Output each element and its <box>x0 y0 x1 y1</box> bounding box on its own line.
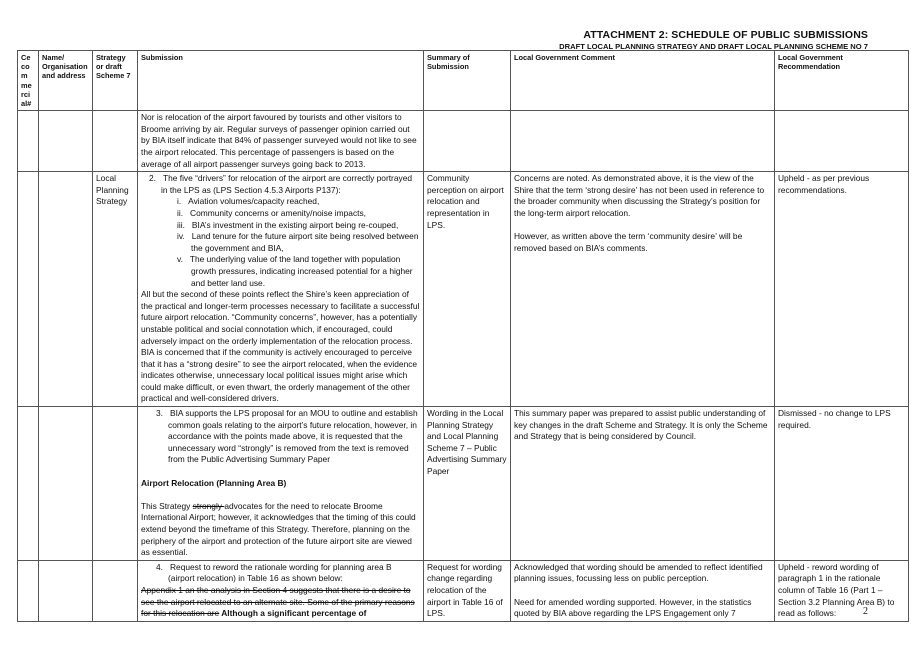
struck-word: strongly <box>192 500 225 511</box>
subitem-text: The underlying value of the land together with population growth pressures, indicating increased potential for a higher and better land use. <box>189 254 413 288</box>
submission-item <box>141 562 420 585</box>
struck-text: Appendix 1 an the analysis in Section 4 suggests that there is a desire to see the airport relocated to an alternate site. Some of the primary reasons for this relocation are <box>141 584 415 619</box>
subitem-number: v. <box>177 254 183 265</box>
cell-strategy: Local Planning Strategy <box>93 172 138 407</box>
cell-submission <box>138 560 424 621</box>
cell-name <box>39 407 93 561</box>
col-header-comment: Local Government Comment <box>511 51 775 111</box>
cell-summary: Request for wording change regarding relocation of the airport in Table 16 of LPS. <box>424 560 511 621</box>
subitem-text: Community concerns or amenity/noise impacts, <box>190 207 366 218</box>
item-text: The five “drivers” for relocation of the airport are correctly portrayed in the LPS as (LPS Section 4.5.3 Airports P137): <box>161 173 413 195</box>
inserted-text: Although a significant percentage of <box>219 608 367 619</box>
cell-comment <box>511 172 775 407</box>
submission-subitem <box>141 220 420 232</box>
submissions-table <box>17 50 909 622</box>
submission-text: Nor is relocation of the airport favoured by tourists and other visitors to Broome arriving by air. Regular surveys of passenger opinion carried out by BIA itself indicate that 84% of passenger surveyed would not like to see the airport relocated. This percentage of passengers is based on the average of all airport passenger surveys going back to 2013. <box>141 112 417 169</box>
cell-commercial <box>18 407 39 561</box>
comment-paragraph: Acknowledged that wording should be amended to reflect identified planning issues, focussing less on public perception. <box>514 561 763 584</box>
item-number: 3. <box>156 408 163 419</box>
submission-followup: All but the second of these points reflect the Shire’s keen appreciation of the practical and longer-term processes necessary to facilitate a successful future airport relocation. “Community concerns”, however, has a potentially unstable political and social connotation which, if encouraged, could adversely impact on the orderly implementation of the relocation process. BIA is concerned that if the community is actively encouraged to perceive that it has a “strong desire” to see the airport relocated, when the evidence indicates otherwise, unnecessary local political issues might arise which could make difficult, or even thwart, the orderly management of the other practical and well-considered drivers. <box>141 289 420 404</box>
submission-subitem <box>141 208 420 220</box>
subitem-number: iii. <box>177 219 185 230</box>
submission-item <box>141 408 420 466</box>
col-header-summary: Summary of Submission <box>424 51 511 111</box>
cell-summary <box>424 111 511 172</box>
proposed-wording <box>141 585 420 620</box>
cell-name <box>39 111 93 172</box>
cell-comment <box>511 560 775 621</box>
cell-name <box>39 172 93 407</box>
submission-subitem <box>141 254 420 289</box>
subitem-number: iv. <box>177 231 185 242</box>
submission-subitem <box>141 231 420 254</box>
cell-strategy <box>93 407 138 561</box>
table-header-row <box>18 51 909 111</box>
submission-item <box>141 173 420 196</box>
cell-name <box>39 560 93 621</box>
table-row <box>18 560 909 621</box>
comment-paragraph: Concerns are noted. As demonstrated above, it is the view of the Shire that the term ‘strong desire’ has not been used in reference to the broader community when discussing the Strategy’s position for the long-term airport relocation. <box>514 173 765 218</box>
item-text: Request to reword the rationale wording for planning area B (airport relocation) in Table 16 as shown below: <box>168 561 392 584</box>
col-header-strategy: Strategy or draft Scheme 7 <box>93 51 138 111</box>
cell-summary: Community perception on airport relocation and representation in LPS. <box>424 172 511 407</box>
quoted-text-rest: advocates for the need to relocate Broome International Airport; however, it acknowledges that the timing of this could extend beyond the timeframe of this Strategy. Therefore, planning on the periphery of the airport and protection of the future airport site are viewed as essential. <box>141 500 416 558</box>
cell-recommendation: Upheld - as per previous recommendations. <box>775 172 909 407</box>
subitem-text: Land tenure for the future airport site being resolved between the government and BIA, <box>191 231 419 253</box>
attachment-title: ATTACHMENT 2: SCHEDULE OF PUBLIC SUBMISSIONS <box>583 29 868 41</box>
item-number: 2. <box>149 173 156 184</box>
col-header-recommendation: Local Government Recommendation <box>775 51 909 111</box>
cell-comment: This summary paper was prepared to assist public understanding of key changes in the draft Scheme and Strategy. It is only the Scheme and Strategy that is being considered by Council. <box>511 407 775 561</box>
table-row <box>18 111 909 172</box>
page-number: 2 <box>863 606 868 617</box>
subitem-number: i. <box>177 196 182 207</box>
cell-submission <box>138 111 424 172</box>
quoted-text <box>141 501 420 559</box>
subitem-number: ii. <box>177 207 184 218</box>
item-number: 4. <box>156 561 163 572</box>
table-row <box>18 407 909 561</box>
cell-commercial <box>18 111 39 172</box>
submission-subitem <box>141 196 420 208</box>
cell-comment <box>511 111 775 172</box>
cell-submission <box>138 407 424 561</box>
col-header-commercial: Ce co m me rci al# <box>18 51 39 111</box>
cell-submission <box>138 172 424 407</box>
col-header-submission: Submission <box>138 51 424 111</box>
quoted-text-start: This Strategy <box>141 500 193 511</box>
comment-paragraph: Need for amended wording supported. However, in the statistics quoted by BIA above regarding the LPS Engagement only 7 <box>514 596 752 619</box>
cell-strategy <box>93 111 138 172</box>
attachment-subtitle: DRAFT LOCAL PLANNING STRATEGY AND DRAFT LOCAL PLANNING SCHEME NO 7 <box>559 42 868 51</box>
section-heading: Airport Relocation (Planning Area B) <box>141 477 287 488</box>
cell-commercial <box>18 560 39 621</box>
cell-recommendation: Upheld - reword wording of paragraph 1 in the rationale column of Table 16 (Part 1 – Section 3.2 Planning Area B) to read as follows: <box>775 560 909 621</box>
cell-recommendation <box>775 111 909 172</box>
cell-recommendation: Dismissed - no change to LPS required. <box>775 407 909 561</box>
comment-paragraph: However, as written above the term ‘community desire’ will be removed based on BIA’s comments. <box>514 231 743 253</box>
table-row <box>18 172 909 407</box>
cell-commercial <box>18 172 39 407</box>
col-header-name: Name/ Organisation and address <box>39 51 93 111</box>
cell-summary: Wording in the Local Planning Strategy and Local Planning Scheme 7 – Public Advertising Summary Paper <box>424 407 511 561</box>
subitem-text: BIA’s investment in the existing airport being re-couped, <box>191 219 399 230</box>
cell-strategy <box>93 560 138 621</box>
subitem-text: Aviation volumes/capacity reached, <box>188 196 320 207</box>
item-text: BIA supports the LPS proposal for an MOU to outline and establish common goals relating to the airport’s future relocation, however, in accordance with the points made above, it is requested that the unnecessary word “strongly” is removed from the text is removed from the Public Advertising Summary Paper <box>168 408 418 465</box>
